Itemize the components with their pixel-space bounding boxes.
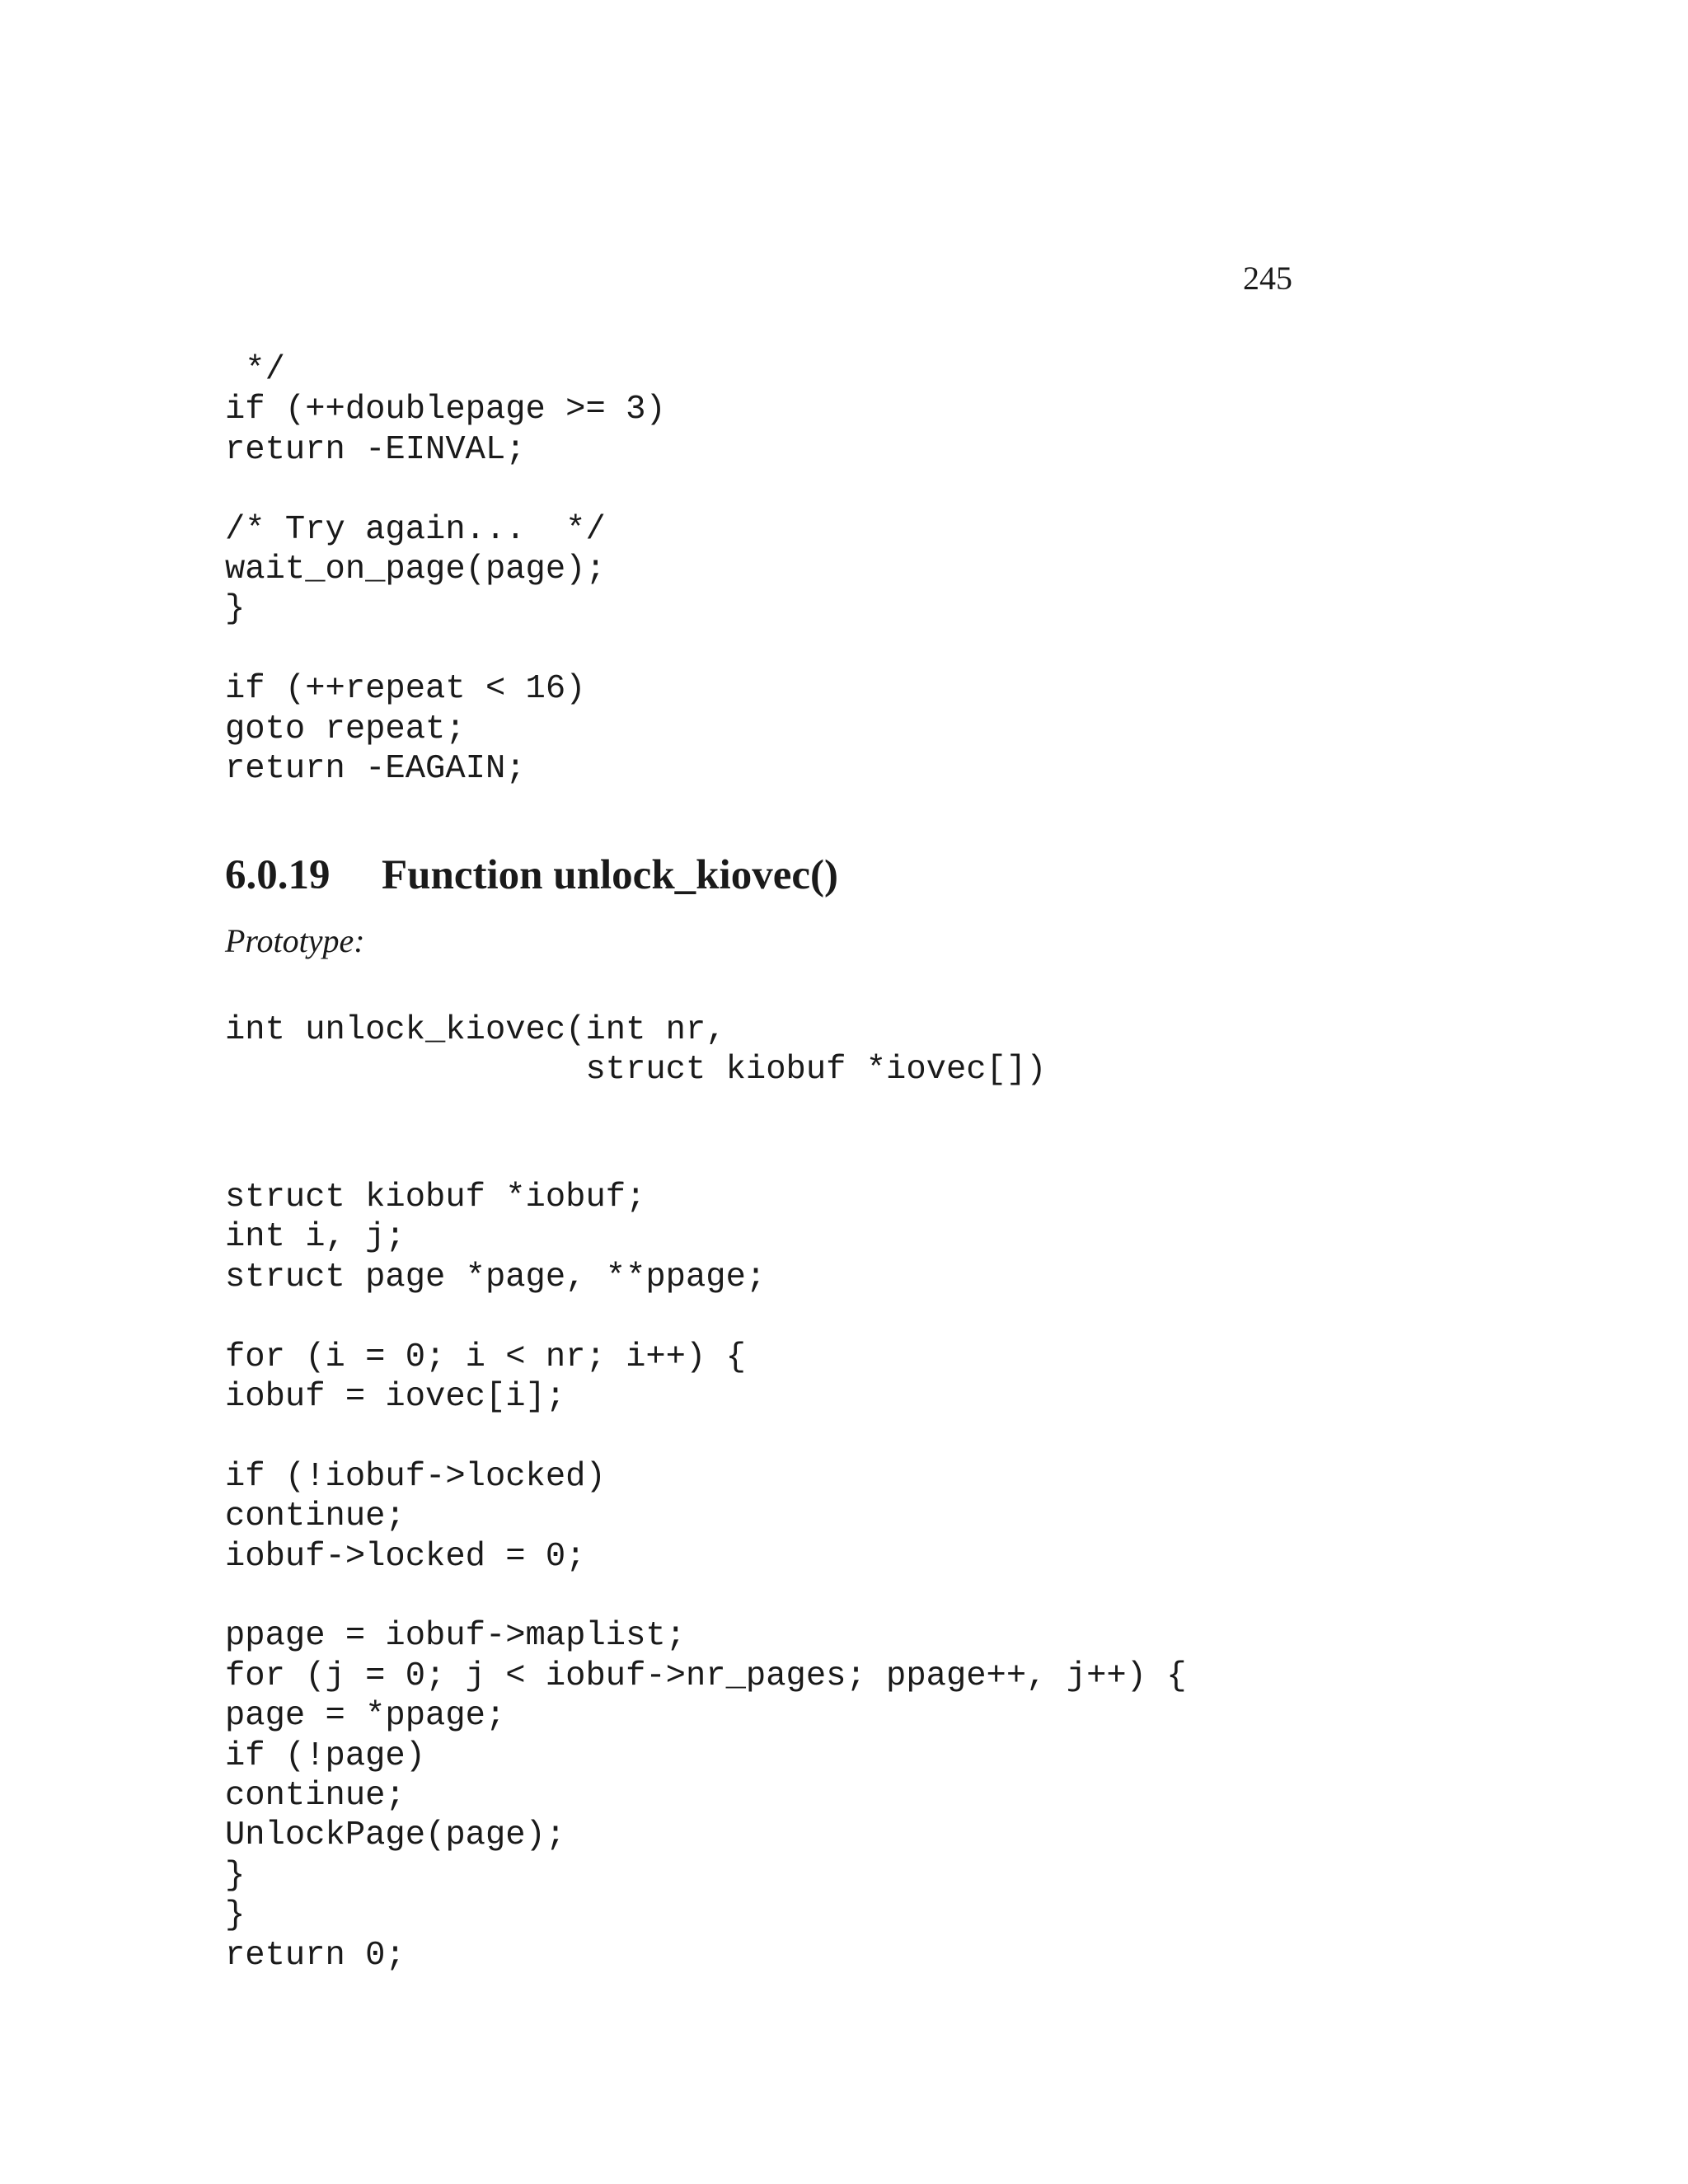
code-line: struct kiobuf *iobuf;	[225, 1179, 646, 1216]
code-line: wait_on_page(page);	[225, 551, 606, 589]
code-line: if (++repeat < 16)	[225, 670, 586, 709]
code-line	[225, 630, 666, 669]
code-line: }	[225, 1856, 246, 1895]
section-heading	[225, 851, 838, 900]
code-line: int i, j;	[225, 1218, 406, 1257]
code-line: if (++doublepage >= 3)	[225, 391, 666, 429]
code-line: return -EINVAL;	[225, 430, 526, 469]
section-title: Function unlock_kiovec()	[382, 852, 838, 898]
code-line: return -EAGAIN;	[225, 750, 526, 789]
code-line	[225, 470, 666, 509]
code-line: iobuf = iovec[i];	[225, 1378, 566, 1417]
code-line: */	[225, 351, 285, 389]
code-line: continue;	[225, 1777, 406, 1816]
page-number: 245	[1243, 260, 1292, 297]
code-line: struct kiobuf *iovec[])	[225, 1051, 1047, 1090]
code-line: }	[225, 590, 246, 629]
code-line: for (i = 0; i < nr; i++) {	[225, 1338, 746, 1376]
code-line: iobuf->locked = 0;	[225, 1537, 586, 1576]
code-block-function-body	[225, 1178, 1187, 1975]
prototype-label: Prototype:	[225, 922, 365, 959]
code-line: for (j = 0; j < iobuf->nr_pages; ppage++, j++) {	[225, 1657, 1187, 1695]
code-line: continue;	[225, 1497, 406, 1536]
code-line: /* Try again... */	[225, 510, 606, 549]
code-block-prototype	[225, 1010, 1046, 1090]
code-line: }	[225, 1896, 246, 1935]
code-line: if (!page)	[225, 1736, 426, 1775]
code-line: if (!iobuf->locked)	[225, 1457, 606, 1496]
code-block-retry	[225, 350, 666, 789]
code-line	[225, 1297, 1187, 1337]
code-line: return 0;	[225, 1936, 406, 1975]
section-number: 6.0.19	[225, 852, 331, 898]
code-line: page = *ppage;	[225, 1697, 506, 1736]
code-line: goto repeat;	[225, 710, 466, 748]
code-line: ppage = iobuf->maplist;	[225, 1617, 686, 1656]
code-line	[225, 1577, 1187, 1616]
code-line	[225, 1417, 1187, 1456]
code-line: struct page *page, **ppage;	[225, 1258, 767, 1296]
code-line: int unlock_kiovec(int nr,	[225, 1011, 726, 1049]
code-line: UnlockPage(page);	[225, 1816, 566, 1855]
